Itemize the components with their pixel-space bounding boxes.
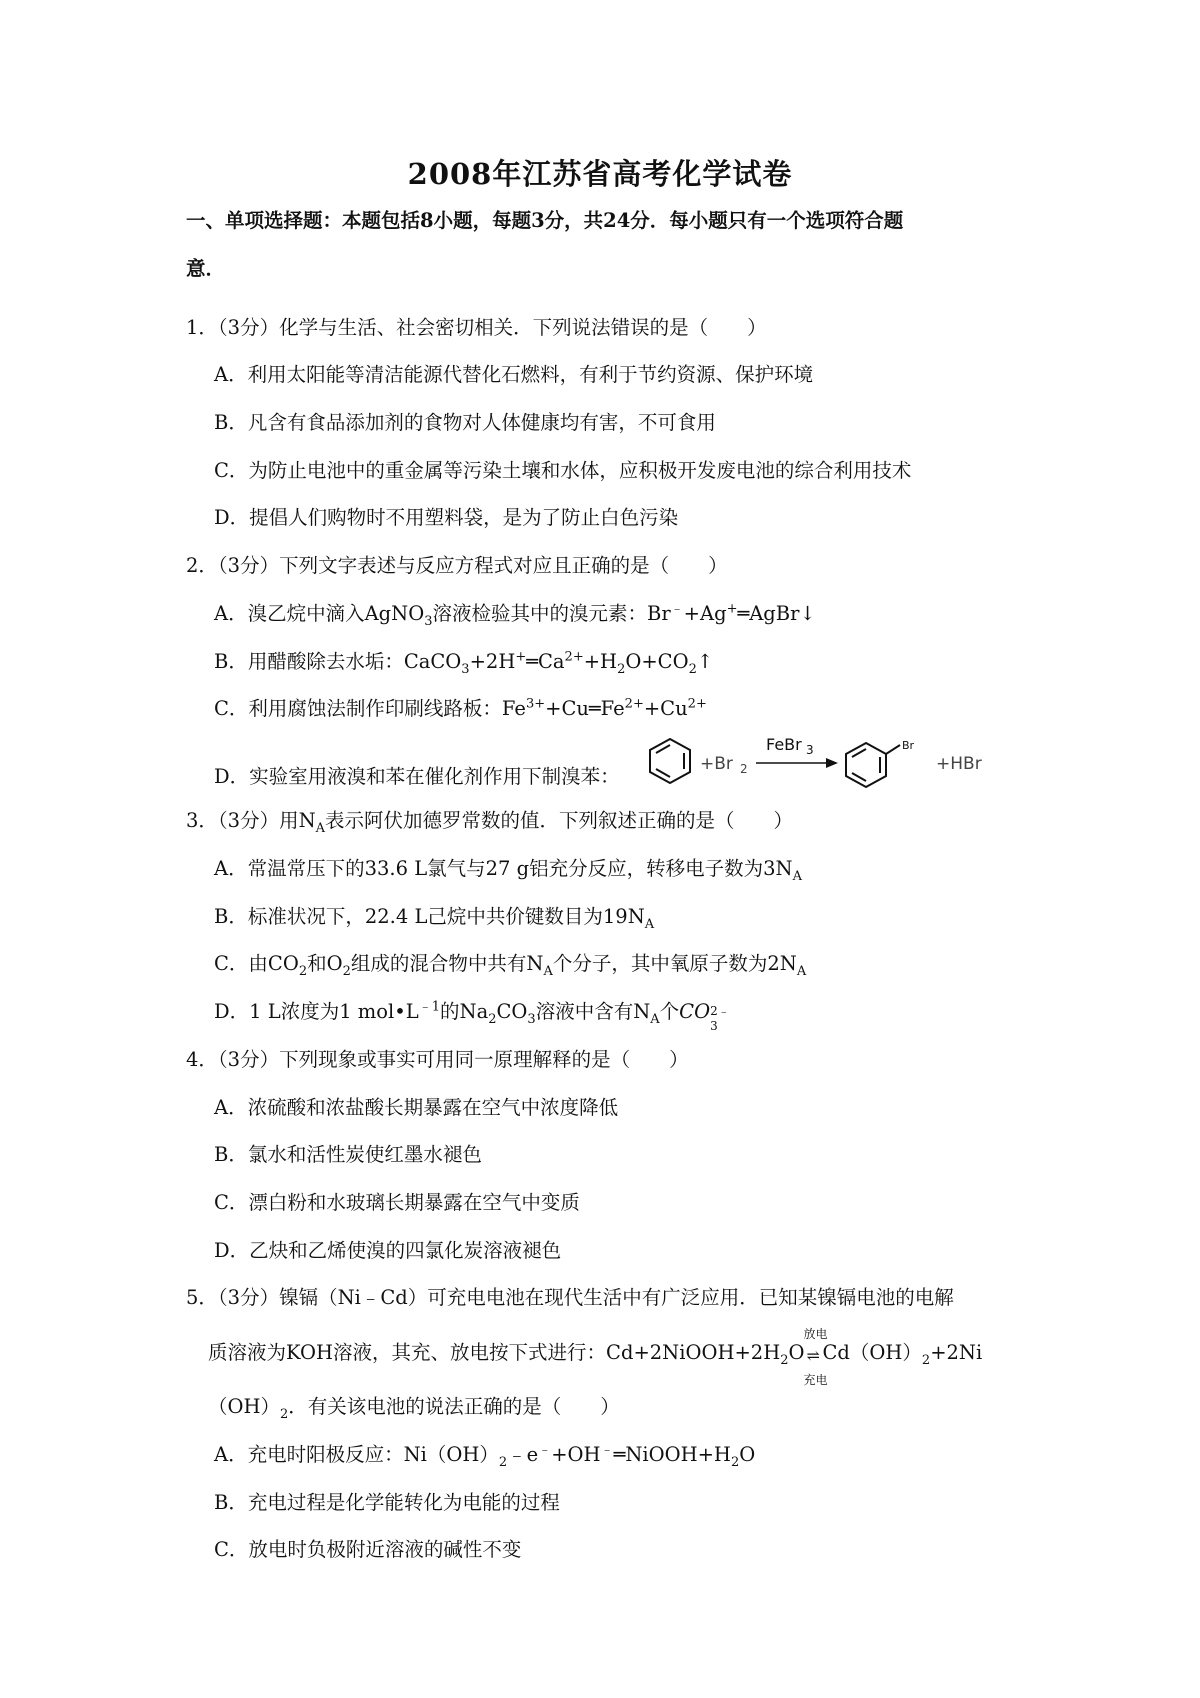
text: （OH）: [208, 1395, 280, 1418]
charge-label: 充电: [803, 1372, 828, 1387]
subscript: A: [650, 1011, 660, 1027]
text: +2Ni: [930, 1341, 983, 1364]
q4-option-b: B．氯水和活性炭使红墨水褪色: [214, 1143, 482, 1166]
catalyst-subscript: 3: [806, 743, 814, 757]
subscript: 2: [921, 1352, 931, 1368]
text: 个: [659, 1000, 680, 1023]
q2-option-b: [214, 647, 1094, 677]
superscript: 3+: [525, 696, 546, 712]
carbonate-ion: CO: [679, 1000, 711, 1023]
text: 组成的混合物中共有N: [350, 952, 544, 975]
bromobenzene-ring-icon: [846, 743, 900, 787]
subscript: 2: [617, 661, 626, 677]
product2-label: +HBr: [936, 754, 982, 774]
text: 质溶液为KOH溶液，其充、放电按下式进行：Cd+2NiOOH+2H: [208, 1341, 781, 1364]
text: O: [788, 1341, 805, 1364]
q1-option-a: A．利用太阳能等清洁能源代替化石燃料，有利于节约资源、保护环境: [214, 363, 814, 386]
text: A．常温常压下的33.6 L氯气与27 g铝充分反应，转移电子数为3N: [214, 857, 793, 880]
text: +Cu═Fe: [545, 697, 625, 720]
superscript: 2+: [564, 649, 584, 665]
text: O: [739, 1443, 756, 1466]
reversible-arrow-icon: ⇌: [806, 1345, 820, 1365]
text: Cd（OH）: [822, 1341, 922, 1364]
subscript: A: [796, 963, 807, 979]
reversible-arrow: [803, 1326, 828, 1387]
subscript: 2: [342, 963, 351, 979]
q3-stem: [186, 806, 1066, 836]
subscript: 3: [710, 1018, 718, 1033]
text: B．标准状况下，22.4 L己烷中共价键数目为19N: [214, 905, 645, 928]
text: +Ag: [683, 602, 727, 625]
subscript: 2: [730, 1454, 740, 1470]
carbonate-ion-scripts: [710, 1003, 732, 1033]
q5-option-c: C．放电时负极附近溶液的碱性不变: [214, 1538, 522, 1561]
subscript: A: [315, 820, 326, 836]
text: 3．（3分）用N: [186, 809, 316, 832]
text: 溶液中含有N: [535, 1000, 651, 1023]
superscript: 2﹣: [710, 1003, 730, 1018]
bromobenzene-reaction-figure: [648, 733, 988, 793]
q1-stem: 1．（3分）化学与生活、社会密切相关．下列说法错误的是（ ）: [186, 316, 767, 339]
reagent-subscript: 2: [740, 762, 748, 776]
superscript: ﹣: [538, 1442, 552, 1458]
q3-option-b: [214, 902, 1094, 932]
text: +H: [583, 650, 618, 673]
superscript: ﹣: [600, 1442, 614, 1458]
q5-option-b: B．充电过程是化学能转化为电能的过程: [214, 1491, 560, 1514]
reagent-label: +Br: [700, 754, 733, 774]
text: 个分子，其中氧原子数为2N: [552, 952, 797, 975]
text: +2H: [469, 650, 516, 673]
text: ↑: [696, 650, 714, 673]
text: B．用醋酸除去水垢：CaCO: [214, 650, 462, 673]
q4-option-c: C．漂白粉和水玻璃长期暴露在空气中变质: [214, 1191, 580, 1214]
q4-stem: 4．（3分）下列现象或事实可用同一原理解释的是（ ）: [186, 1048, 689, 1071]
q3-option-d: [214, 997, 1094, 1033]
text: ﹣e: [507, 1443, 539, 1466]
text: +Cu: [643, 697, 688, 720]
superscript: 2+: [624, 696, 644, 712]
q2-option-a: [214, 599, 1094, 629]
q3-option-c: [214, 949, 1094, 979]
superscript: +: [515, 649, 527, 665]
discharge-label: 放电: [803, 1326, 828, 1341]
subscript: 2: [688, 661, 697, 677]
q2-option-c: [214, 694, 1094, 724]
text: C．由CO: [214, 952, 299, 975]
text: A．充电时阳极反应：Ni（OH）: [214, 1443, 499, 1466]
subscript: A: [543, 963, 553, 979]
text: ═NiOOH+H: [613, 1443, 731, 1466]
q5-stem-line3: [186, 1392, 1066, 1422]
subscript: 3: [461, 661, 470, 677]
q3-option-a: [214, 854, 1094, 884]
superscript: 2+: [687, 696, 707, 712]
text: A．溴乙烷中滴入AgNO: [214, 602, 425, 625]
benzene-ring-icon: [650, 739, 690, 783]
q4-option-a: A．浓硫酸和浓盐酸长期暴露在空气中浓度降低: [214, 1096, 619, 1119]
text: +OH: [551, 1443, 601, 1466]
q5-stem-line2: [186, 1326, 1066, 1387]
q5-option-a: [214, 1440, 1094, 1470]
text: 表示阿伏加德罗常数的值．下列叙述正确的是（ ）: [325, 809, 794, 832]
text: 的Na: [440, 1000, 489, 1023]
catalyst-label: FeBr: [766, 735, 802, 754]
text: C．利用腐蚀法制作印刷线路板：Fe: [214, 697, 526, 720]
text: ═AgBr↓: [737, 602, 816, 625]
section-heading-line2: 意．: [186, 257, 226, 280]
subscript: 2: [280, 1406, 289, 1422]
text: 溶液检验其中的溴元素：Br: [432, 602, 671, 625]
text: ．有关该电池的说法正确的是（ ）: [288, 1395, 620, 1418]
q2-stem: 2．（3分）下列文字表述与反应方程式对应且正确的是（ ）: [186, 554, 728, 577]
text: ═Ca: [526, 650, 565, 673]
q1-option-b: B．凡含有食品添加剂的食物对人体健康均有害，不可食用: [214, 411, 716, 434]
q4-option-d: D．乙炔和乙烯使溴的四氯化炭溶液褪色: [214, 1239, 562, 1262]
q1-option-c: C．为防止电池中的重金属等污染土壤和水体，应积极开发废电池的综合利用技术: [214, 459, 912, 482]
text: CO: [496, 1000, 528, 1023]
q2-option-d: D．实验室用液溴和苯在催化剂作用下制溴苯：: [214, 765, 620, 788]
superscript: ﹣1: [418, 999, 440, 1015]
subscript: 3: [527, 1011, 536, 1027]
superscript: +: [726, 601, 738, 617]
page-title: 2008年江苏省高考化学试卷: [407, 157, 793, 191]
subscript: A: [792, 868, 803, 884]
q5-stem-line1: 5．（3分）镍镉（Ni﹣Cd）可充电电池在现代生活中有广泛应用．已知某镍镉电池的电解: [186, 1286, 954, 1309]
q1-option-d: D．提倡人们购物时不用塑料袋，是为了防止白色污染: [214, 506, 679, 529]
superscript: ﹣: [670, 601, 684, 617]
reaction-arrow-icon: [756, 758, 838, 768]
text: D．1 L浓度为1 mol•L: [214, 1000, 419, 1023]
subscript: 2: [780, 1352, 789, 1368]
text: 和O: [307, 952, 343, 975]
subscript: 3: [424, 613, 433, 629]
subscript: 2: [498, 1454, 508, 1470]
section-heading-line1: 一、单项选择题：本题包括8小题，每题3分，共24分．每小题只有一个选项符合题: [186, 209, 904, 232]
bromo-substituent-label: Br: [902, 739, 915, 752]
text: O+CO: [625, 650, 689, 673]
subscript: A: [644, 916, 655, 932]
subscript: 2: [298, 963, 308, 979]
subscript: 2: [488, 1011, 497, 1027]
